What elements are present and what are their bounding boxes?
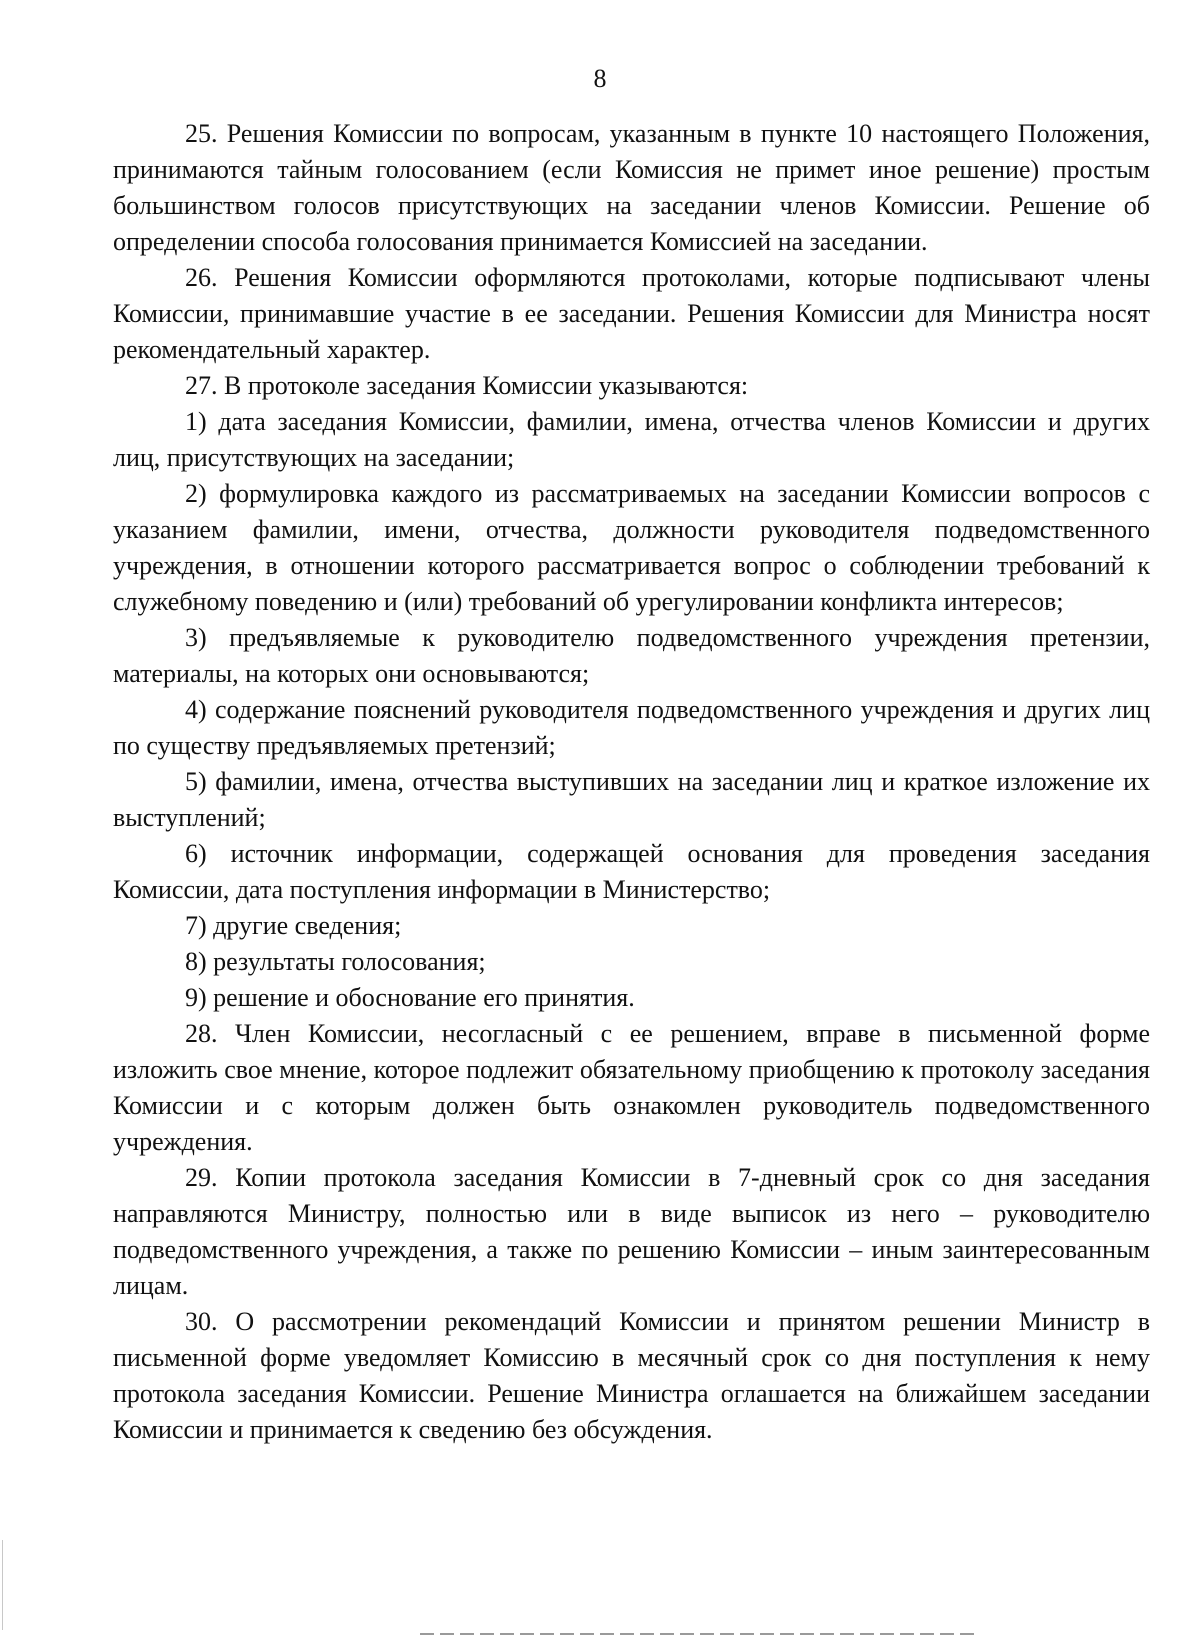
paragraph-26: 26. Решения Комиссии оформляются протоколами, которые подписывают члены Комиссии, принимавшие участие в ее заседании. Решения Комиссии для Министра носят рекомендательный характер. (113, 263, 1150, 364)
list-item-7: 7) другие сведения; (185, 911, 402, 940)
list-item-3: 3) предъявляемые к руководителю подведомственного учреждения претензии, материалы, на которых они основываются; (113, 623, 1150, 688)
paragraph-27: 27. В протоколе заседания Комиссии указываются: (185, 371, 749, 400)
page-number: 8 (593, 64, 607, 93)
paragraph-30: 30. О рассмотрении рекомендаций Комиссии и принятом решении Министр в письменной форме уведомляет Комиссию в месячный срок со дня поступления к нему протокола заседания Комиссии. Решение Министра оглашается на ближайшем заседании Комиссии и принимается к сведению без обсуждения. (113, 1307, 1150, 1444)
document-body (113, 116, 1150, 1448)
list-item-1: 1) дата заседания Комиссии, фамилии, имена, отчества членов Комиссии и других лиц, присутствующих на заседании; (113, 407, 1150, 472)
list-item-4: 4) содержание пояснений руководителя подведомственного учреждения и других лиц по существу предъявляемых претензий; (113, 695, 1150, 760)
list-item-5: 5) фамилии, имена, отчества выступивших на заседании лиц и краткое изложение их выступлений; (113, 767, 1150, 832)
list-item-6: 6) источник информации, содержащей основания для проведения заседания Комиссии, дата поступления информации в Министерство; (113, 839, 1150, 904)
list-item-9: 9) решение и обоснование его принятия. (185, 983, 635, 1012)
paragraph-25: 25. Решения Комиссии по вопросам, указанным в пункте 10 настоящего Положения, принимаются тайным голосованием (если Комиссия не примет иное решение) простым большинством голосов присутствующих на заседании членов Комиссии. Решение об определении способа голосования принимается Комиссией на заседании. (113, 119, 1150, 256)
paragraph-29: 29. Копии протокола заседания Комиссии в 7-дневный срок со дня заседания направляются Министру, полностью или в виде выписок из него – руководителю подведомственного учреждения, а также по решению Комиссии – иным заинтересованным лицам. (113, 1163, 1150, 1300)
list-item-8: 8) результаты голосования; (185, 947, 486, 976)
scan-edge-artifact-bottom (420, 1633, 980, 1635)
list-item-2: 2) формулировка каждого из рассматриваемых на заседании Комиссии вопросов с указанием фамилии, имени, отчества, должности руководителя подведомственного учреждения, в отношении которого рассматривается вопрос о соблюдении требований к служебному поведению и (или) требований об урегулировании конфликта интересов; (113, 479, 1150, 616)
scan-edge-artifact (2, 1540, 3, 1630)
paragraph-28: 28. Член Комиссии, несогласный с ее решением, вправе в письменной форме изложить свое мнение, которое подлежит обязательному приобщению к протоколу заседания Комиссии и с которым должен быть ознакомлен руководитель подведомственного учреждения. (113, 1019, 1150, 1156)
